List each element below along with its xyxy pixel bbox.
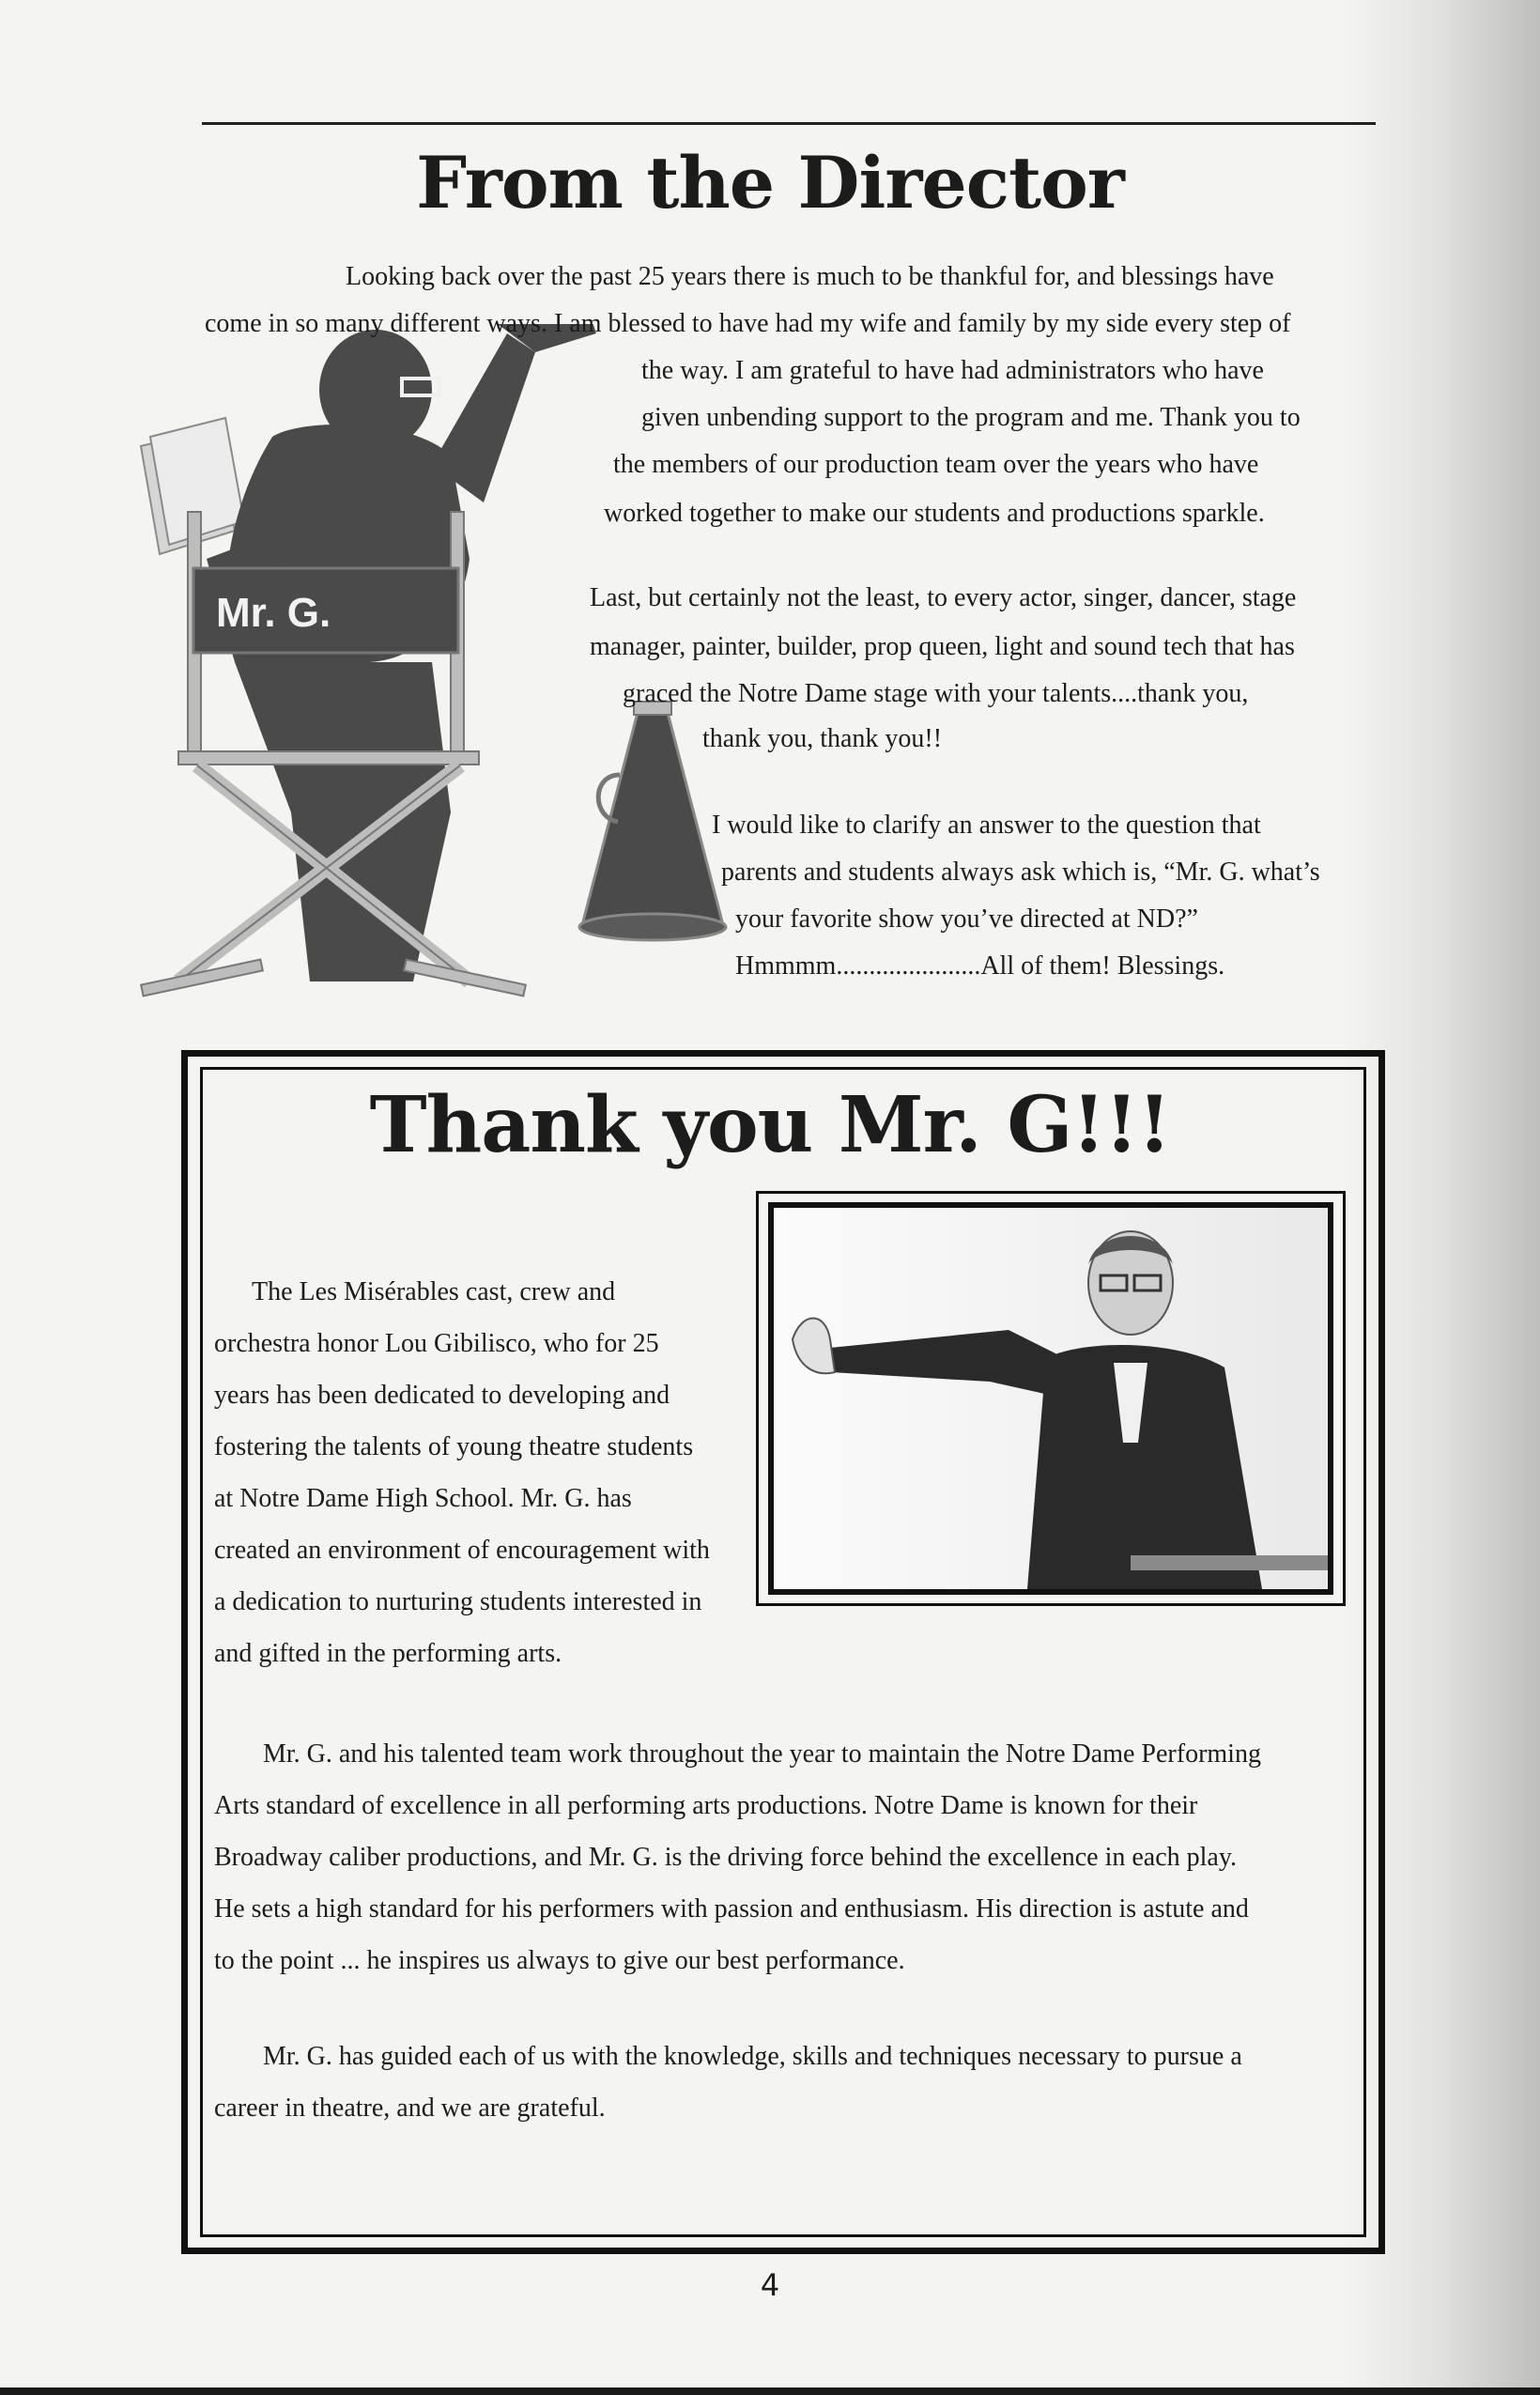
tribute-intro-line-4: fostering the talents of young theatre students bbox=[214, 1432, 694, 1461]
tribute-p1-line-4: He sets a high standard for his performers with passion and enthusiasm. His direction is astute and bbox=[214, 1894, 1249, 1924]
director-line-6: worked together to make our students and productions sparkle. bbox=[604, 499, 1265, 528]
director-line-7: Last, but certainly not the least, to every actor, singer, dancer, stage bbox=[590, 583, 1297, 612]
tribute-intro-line-7: a dedication to nurturing students interested in bbox=[214, 1587, 702, 1616]
tribute-p1-line-5: to the point ... he inspires us always to give our best performance. bbox=[214, 1946, 905, 1975]
tribute-intro-line-2: orchestra honor Lou Gibilisco, who for 25 bbox=[214, 1329, 659, 1358]
top-divider bbox=[202, 122, 1376, 125]
tribute-paragraph-2 bbox=[214, 2031, 1242, 2134]
tribute-paragraph-1 bbox=[214, 1728, 1261, 1986]
director-line-2: come in so many different ways. I am blessed to have had my wife and family by my side every step of bbox=[205, 309, 1291, 338]
director-portrait-photo bbox=[774, 1208, 1328, 1589]
tribute-p1-line-3: Broadway caliber productions, and Mr. G. is the driving force behind the excellence in each play. bbox=[214, 1843, 1238, 1872]
chair-label: Mr. G. bbox=[216, 590, 331, 636]
tribute-intro-line-5: at Notre Dame High School. Mr. G. has bbox=[214, 1484, 632, 1513]
page-number: 4 bbox=[760, 2267, 780, 2303]
tribute-p1-line-1: Mr. G. and his talented team work throughout the year to maintain the Notre Dame Performing bbox=[263, 1739, 1261, 1769]
photo-frame bbox=[768, 1202, 1333, 1595]
tribute-intro-line-1: The Les Misérables cast, crew and bbox=[252, 1277, 616, 1306]
tribute-p2-line-2: career in theatre, and we are grateful. bbox=[214, 2094, 606, 2123]
director-line-3: the way. I am grateful to have had administrators who have bbox=[641, 356, 1264, 385]
director-line-11: I would like to clarify an answer to the question that bbox=[712, 811, 1261, 840]
director-line-9: graced the Notre Dame stage with your talents....thank you, bbox=[623, 679, 1249, 708]
tribute-title: Thank you Mr. G!!! bbox=[369, 1080, 1171, 1170]
tribute-intro-line-6: created an environment of encouragement with bbox=[214, 1536, 710, 1565]
director-line-1: Looking back over the past 25 years there is much to be thankful for, and blessings have bbox=[346, 262, 1274, 291]
tribute-intro-line-3: years has been dedicated to developing and bbox=[214, 1381, 670, 1410]
director-line-12: parents and students always ask which is, “Mr. G. what’s bbox=[721, 858, 1320, 887]
director-line-5: the members of our production team over the years who have bbox=[613, 450, 1259, 479]
page-bottom-edge bbox=[0, 2387, 1540, 2395]
director-line-13: your favorite show you’ve directed at ND?” bbox=[735, 904, 1198, 934]
director-line-4: given unbending support to the program and me. Thank you to bbox=[641, 403, 1301, 432]
tribute-p2-line-1: Mr. G. has guided each of us with the knowledge, skills and techniques necessary to pursue a bbox=[263, 2042, 1242, 2071]
tribute-intro bbox=[214, 1266, 710, 1679]
director-line-8: manager, painter, builder, prop queen, light and sound tech that has bbox=[590, 632, 1295, 661]
tribute-p1-line-2: Arts standard of excellence in all performing arts productions. Notre Dame is known for their bbox=[214, 1791, 1198, 1820]
tribute-intro-line-8: and gifted in the performing arts. bbox=[214, 1639, 562, 1668]
director-line-10: thank you, thank you!! bbox=[702, 724, 943, 753]
director-section-title: From the Director bbox=[416, 141, 1124, 224]
director-line-14: Hmmmm......................All of them! Blessings. bbox=[735, 951, 1225, 981]
